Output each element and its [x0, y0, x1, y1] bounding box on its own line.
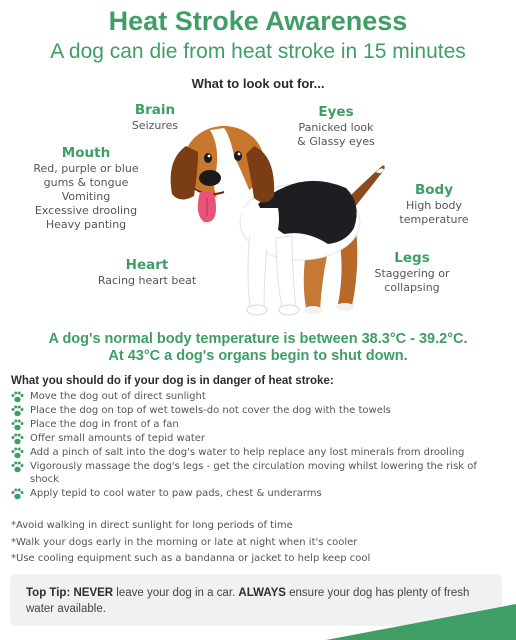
- page-subtitle: A dog can die from heat stroke in 15 minutes: [50, 40, 466, 63]
- top-tip-middle: leave your dog in a car.: [113, 587, 239, 599]
- list-item: [11, 404, 506, 418]
- top-tip-suffix: ensure your dog has plenty of fresh water available.: [26, 587, 470, 615]
- todo-list: [11, 390, 506, 501]
- todo-heading: What you should do if your dog is in danger of heat stroke:: [11, 375, 334, 387]
- symptom-line: gums & tongue: [43, 176, 129, 189]
- list-item-text: Move the dog out of direct sunlight: [30, 391, 206, 402]
- note-line: *Walk your dogs early in the morning or late at night when it's cooler: [11, 536, 358, 548]
- paw-icon: [11, 405, 24, 417]
- list-item-text: Place the dog on top of wet towels-do not cover the dog with the towels: [30, 404, 391, 416]
- symptom-line: Seizures: [131, 119, 179, 132]
- paw-icon: [11, 488, 24, 500]
- paw-icon: [11, 461, 24, 473]
- symptom-line: High body: [406, 199, 462, 212]
- lookout-heading: What to look out for...: [191, 76, 325, 91]
- symptom-line: Racing heart beat: [97, 274, 197, 287]
- list-item-text: Place the dog in front of a fan: [30, 418, 179, 430]
- paw-icon: [11, 391, 24, 403]
- list-item-text: Apply tepid to cool water to paw pads, chest & underarms: [30, 488, 322, 500]
- symptom-label: Body: [414, 182, 454, 198]
- list-item: [11, 418, 506, 432]
- top-tip-always: ALWAYS: [238, 587, 286, 599]
- symptom-line: temperature: [399, 213, 469, 226]
- symptom-label: Brain: [134, 102, 176, 118]
- page-title: Heat Stroke Awareness: [108, 6, 408, 36]
- list-item-text: Add a pinch of salt into the dog's water to help replace any lost minerals from drooling: [30, 446, 465, 458]
- symptom-label: Mouth: [61, 145, 111, 161]
- organ-shutdown-text: At 43°C a dog's organs begin to shut down.: [108, 348, 408, 364]
- symptom-line: Red, purple or blue: [33, 162, 139, 175]
- corner-accent-stripe: [266, 600, 516, 640]
- list-item-text: Vigorously massage the dog's legs - get the circulation moving whilst lowering the risk of shock: [30, 460, 477, 486]
- beagle-illustration: [150, 112, 400, 327]
- symptom-mouth: [24, 145, 148, 232]
- list-item: [11, 487, 506, 501]
- symptom-label: Legs: [394, 250, 430, 266]
- list-item: [11, 432, 506, 446]
- symptom-line: Heavy panting: [45, 218, 127, 231]
- symptom-line: Panicked look: [298, 121, 374, 134]
- list-item: [11, 390, 506, 404]
- note-line: *Use cooling equipment such as a bandanna or jacket to help keep cool: [11, 553, 371, 564]
- top-tip-prefix: Top Tip:: [26, 587, 74, 599]
- note-line: *Avoid walking in direct sunlight for long periods of time: [11, 520, 293, 531]
- symptom-line: Vomiting: [61, 190, 111, 203]
- symptom-line: Excessive drooling: [34, 204, 138, 217]
- tips-notes: [11, 518, 506, 568]
- normal-temperature-text: A dog's normal body temperature is between 38.3°C - 39.2°C.: [48, 331, 468, 347]
- symptom-label: Eyes: [318, 104, 354, 120]
- list-item: [11, 460, 506, 488]
- paw-icon: [11, 419, 24, 431]
- symptom-line: collapsing: [384, 281, 440, 294]
- symptom-line: & Glassy eyes: [297, 135, 375, 148]
- list-item: [11, 446, 506, 460]
- symptom-line: Staggering or: [374, 267, 450, 280]
- symptom-label: Heart: [125, 257, 169, 273]
- paw-icon: [11, 433, 24, 445]
- paw-icon: [11, 447, 24, 459]
- list-item-text: Offer small amounts of tepid water: [30, 432, 206, 444]
- top-tip-never: NEVER: [73, 587, 114, 599]
